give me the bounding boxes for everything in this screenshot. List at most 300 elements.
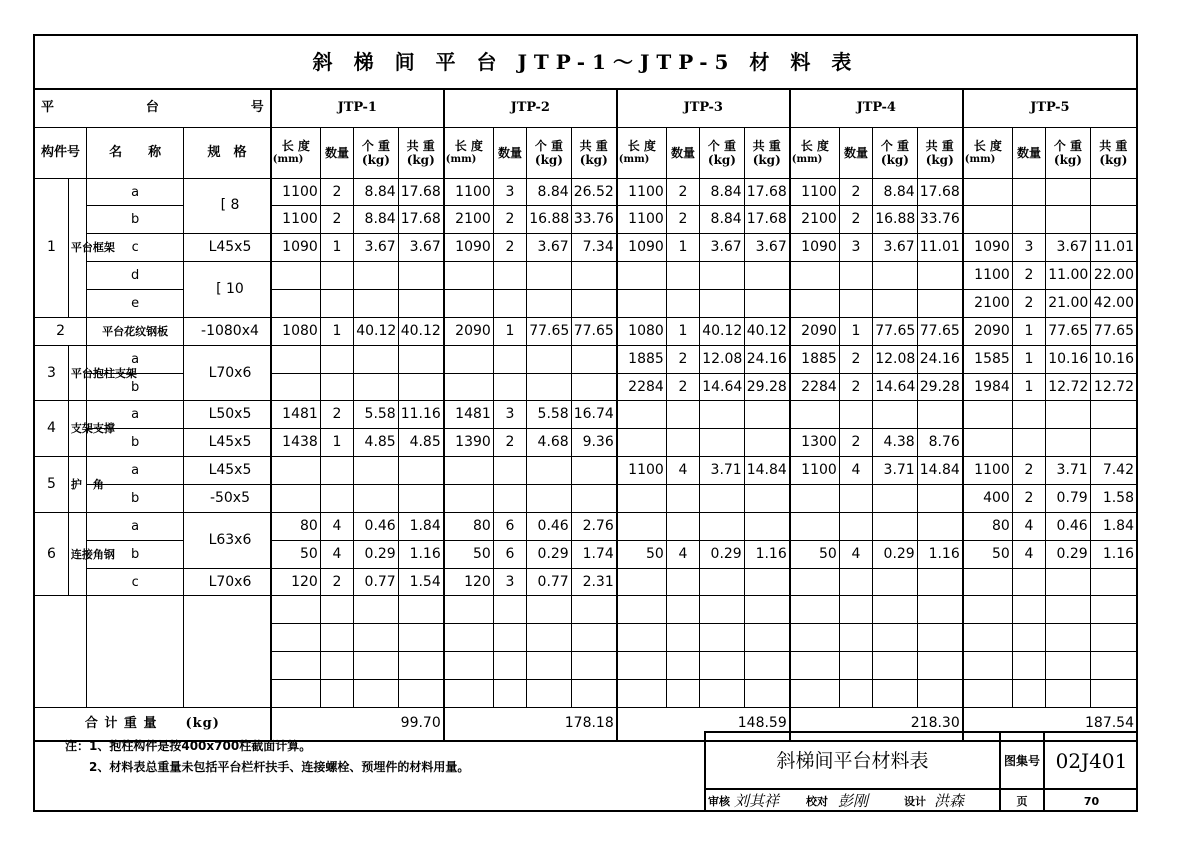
unit-weight-header-unit: (kg) [361, 152, 390, 167]
unit-weight-header [873, 128, 918, 178]
length-cell: 1100 [617, 457, 667, 485]
blank-spec-cell [184, 596, 271, 707]
unit-weight-cell: 11.00 [1046, 262, 1091, 290]
part-name: 平台抱柱支架 [68, 345, 86, 401]
blank-cell [700, 596, 745, 624]
length-cell [963, 206, 1013, 234]
unit-weight-cell: 3.71 [873, 457, 918, 485]
blank-cell [320, 652, 353, 680]
quantity-header: 数量 [493, 128, 526, 178]
quantity-cell: 1 [666, 317, 699, 345]
quantity-header: 数量 [839, 128, 872, 178]
total-weight-value: 187.54 [963, 707, 1136, 741]
length-cell: 1080 [271, 317, 321, 345]
quantity-cell [320, 345, 353, 373]
total-weight-header-unit: (kg) [406, 152, 435, 167]
length-cell: 1481 [444, 401, 494, 429]
length-cell [444, 373, 494, 401]
length-cell: 80 [271, 512, 321, 540]
total-weight-label: 合 计 重 量 [84, 716, 158, 732]
unit-weight-cell: 8.84 [354, 178, 399, 206]
quantity-cell: 2 [839, 178, 872, 206]
quantity-cell [839, 512, 872, 540]
length-cell: 2284 [790, 373, 840, 401]
length-header-unit: (mm) [964, 153, 996, 165]
blank-cell [873, 624, 918, 652]
length-cell: 1481 [271, 401, 321, 429]
length-header [963, 128, 1013, 178]
length-cell: 1100 [963, 457, 1013, 485]
length-cell: 80 [444, 512, 494, 540]
length-cell: 50 [963, 540, 1013, 568]
quantity-cell [1012, 568, 1045, 596]
unit-weight-cell [700, 429, 745, 457]
unit-weight-cell: 0.79 [1046, 485, 1091, 513]
blank-cell [790, 680, 840, 708]
length-cell [617, 512, 667, 540]
total-weight-cell: 40.12 [398, 317, 444, 345]
quantity-header: 数量 [666, 128, 699, 178]
total-weight-cell: 4.85 [398, 429, 444, 457]
length-cell [271, 485, 321, 513]
length-cell [617, 485, 667, 513]
blank-cell [666, 596, 699, 624]
total-weight-cell: 14.84 [917, 457, 963, 485]
unit-weight-cell [873, 262, 918, 290]
unit-weight-cell [527, 290, 572, 318]
length-cell: 50 [790, 540, 840, 568]
total-weight-cell: 8.76 [917, 429, 963, 457]
unit-weight-header [527, 128, 572, 178]
blank-cell [917, 652, 963, 680]
unit-weight-header-title: 个 重 [1053, 138, 1083, 153]
quantity-header: 数量 [1012, 128, 1045, 178]
blank-cell [963, 624, 1013, 652]
notes [65, 736, 469, 778]
sub-item-letter: b [87, 540, 184, 568]
drawing-title: 斜梯间平台材料表 [706, 733, 1000, 789]
unit-weight-cell: 40.12 [354, 317, 399, 345]
quantity-cell [839, 290, 872, 318]
length-cell: 120 [271, 568, 321, 596]
quantity-cell: 4 [666, 457, 699, 485]
blank-name-cell [87, 596, 184, 707]
quantity-cell: 1 [1012, 373, 1045, 401]
total-weight-cell: 1.16 [398, 540, 444, 568]
drawing-sheet [33, 34, 1138, 812]
length-cell: 1390 [444, 429, 494, 457]
part-name: 平台框架 [68, 178, 86, 317]
unit-weight-cell [354, 373, 399, 401]
quantity-cell [839, 262, 872, 290]
length-header [790, 128, 840, 178]
unit-weight-cell [527, 262, 572, 290]
quantity-cell: 2 [320, 568, 353, 596]
table-row [35, 596, 1136, 624]
blank-cell [320, 596, 353, 624]
platform-label-char: 号 [250, 100, 264, 116]
quantity-cell: 2 [1012, 457, 1045, 485]
table-row [35, 485, 1136, 513]
unit-weight-cell: 3.67 [354, 234, 399, 262]
total-weight-cell: 11.01 [917, 234, 963, 262]
quantity-cell [1012, 178, 1045, 206]
length-cell: 50 [617, 540, 667, 568]
quantity-cell: 2 [1012, 262, 1045, 290]
total-weight-cell: 1.16 [744, 540, 790, 568]
length-cell [617, 429, 667, 457]
total-weight-cell [917, 401, 963, 429]
blank-cell [571, 652, 617, 680]
total-weight-cell: 10.16 [1090, 345, 1136, 373]
total-weight-cell [571, 345, 617, 373]
name-header-char: 称 [148, 145, 162, 161]
total-weight-cell: 42.00 [1090, 290, 1136, 318]
total-weight-header-title: 共 重 [1099, 138, 1128, 153]
length-cell: 1100 [617, 178, 667, 206]
total-weight-header [744, 128, 790, 178]
length-cell: 2100 [444, 206, 494, 234]
total-weight-header [917, 128, 963, 178]
length-header-title: 长 度 [973, 138, 1002, 153]
total-weight-cell [744, 290, 790, 318]
unit-weight-cell: 0.29 [527, 540, 572, 568]
length-cell: 2100 [790, 206, 840, 234]
length-header-title: 长 度 [281, 138, 310, 153]
quantity-cell: 2 [493, 429, 526, 457]
blank-cell [354, 624, 399, 652]
spec-cell: -1080x4 [184, 317, 271, 345]
length-header-title: 长 度 [454, 138, 483, 153]
blank-cell [527, 652, 572, 680]
total-weight-cell: 3.67 [744, 234, 790, 262]
unit-weight-header-unit: (kg) [1053, 152, 1082, 167]
unit-weight-cell: 0.29 [873, 540, 918, 568]
quantity-cell [320, 373, 353, 401]
total-weight-cell: 11.01 [1090, 234, 1136, 262]
quantity-cell [839, 401, 872, 429]
total-weight-cell: 33.76 [917, 206, 963, 234]
review-label: 审核 [708, 795, 730, 808]
spec-cell: L45x5 [184, 234, 271, 262]
blank-cell [398, 680, 444, 708]
sub-item-letter: b [87, 429, 184, 457]
unit-weight-header-title: 个 重 [534, 138, 564, 153]
quantity-cell [839, 568, 872, 596]
length-cell [790, 485, 840, 513]
blank-cell [1012, 652, 1045, 680]
blank-cell [527, 624, 572, 652]
length-cell: 1090 [790, 234, 840, 262]
length-cell [444, 485, 494, 513]
blank-cell [1012, 624, 1045, 652]
part-number: 4 [35, 401, 68, 457]
unit-weight-cell [1046, 178, 1091, 206]
part-number: 5 [35, 457, 68, 513]
unit-weight-cell: 3.67 [700, 234, 745, 262]
unit-weight-cell [700, 568, 745, 596]
total-weight-cell: 24.16 [917, 345, 963, 373]
unit-weight-cell: 4.85 [354, 429, 399, 457]
unit-weight-cell [354, 262, 399, 290]
unit-weight-cell [527, 457, 572, 485]
length-cell [790, 401, 840, 429]
spec-cell: L50x5 [184, 401, 271, 429]
blank-cell [666, 680, 699, 708]
total-weight-header-unit: (kg) [752, 152, 781, 167]
length-cell: 80 [963, 512, 1013, 540]
unit-weight-cell: 3.67 [1046, 234, 1091, 262]
blank-cell [271, 596, 321, 624]
blank-cell [617, 596, 667, 624]
platform-header: JTP-1 [271, 88, 444, 128]
blank-cell [790, 596, 840, 624]
unit-weight-cell: 8.84 [354, 206, 399, 234]
quantity-cell [493, 373, 526, 401]
total-weight-cell [744, 512, 790, 540]
length-cell [617, 401, 667, 429]
blank-part-cell [35, 596, 87, 707]
unit-weight-cell: 0.29 [1046, 540, 1091, 568]
quantity-cell [1012, 401, 1045, 429]
length-header-unit: (mm) [791, 153, 823, 165]
spec-cell: L70x6 [184, 568, 271, 596]
quantity-cell: 2 [666, 345, 699, 373]
total-weight-cell [917, 568, 963, 596]
quantity-cell: 4 [839, 540, 872, 568]
length-cell: 1080 [617, 317, 667, 345]
total-weight-cell: 29.28 [744, 373, 790, 401]
unit-weight-cell: 8.84 [527, 178, 572, 206]
quantity-cell: 1 [320, 429, 353, 457]
sub-item-letter: d [87, 262, 184, 290]
blank-cell [744, 596, 790, 624]
total-weight-cell: 1.16 [917, 540, 963, 568]
quantity-cell: 3 [1012, 234, 1045, 262]
quantity-cell [320, 457, 353, 485]
total-weight-cell: 2.31 [571, 568, 617, 596]
unit-weight-cell [873, 290, 918, 318]
blank-cell [617, 624, 667, 652]
total-weight-header-unit: (kg) [925, 152, 954, 167]
unit-weight-cell: 0.77 [527, 568, 572, 596]
blank-cell [271, 680, 321, 708]
atlas-number: 02J401 [1044, 733, 1138, 789]
unit-weight-cell [527, 485, 572, 513]
spec-cell: L63x6 [184, 512, 271, 568]
table-row [35, 345, 1136, 373]
total-weight-cell: 24.16 [744, 345, 790, 373]
length-cell: 1885 [617, 345, 667, 373]
quantity-cell: 1 [320, 317, 353, 345]
name-header [87, 128, 184, 178]
sub-item-letter: a [87, 178, 184, 206]
note-2: 2、材料表总重量未包括平台栏杆扶手、连接螺栓、预埋件的材料用量。 [89, 760, 470, 774]
sub-item-letter: e [87, 290, 184, 318]
unit-weight-cell [700, 512, 745, 540]
quantity-cell [666, 290, 699, 318]
part-name: 护 角 [68, 457, 86, 513]
quantity-cell [666, 485, 699, 513]
unit-weight-cell: 0.46 [1046, 512, 1091, 540]
unit-weight-cell: 3.71 [1046, 457, 1091, 485]
quantity-cell: 4 [320, 540, 353, 568]
length-cell: 50 [444, 540, 494, 568]
length-cell [271, 457, 321, 485]
length-cell [271, 290, 321, 318]
spec-header [184, 128, 271, 178]
total-weight-cell: 40.12 [744, 317, 790, 345]
quantity-cell: 2 [839, 206, 872, 234]
table-row [35, 401, 1136, 429]
length-cell [963, 568, 1013, 596]
quantity-cell: 1 [839, 317, 872, 345]
blank-cell [571, 680, 617, 708]
blank-cell [493, 596, 526, 624]
unit-weight-cell: 12.72 [1046, 373, 1091, 401]
length-cell [963, 429, 1013, 457]
blank-cell [1046, 624, 1091, 652]
blank-cell [617, 680, 667, 708]
length-header-title: 长 度 [800, 138, 829, 153]
total-weight-cell: 17.68 [398, 206, 444, 234]
total-weight-cell: 29.28 [917, 373, 963, 401]
page-number: 70 [1044, 789, 1138, 812]
length-cell [790, 290, 840, 318]
table-row [35, 88, 1136, 128]
quantity-cell [493, 485, 526, 513]
quantity-cell [666, 429, 699, 457]
blank-cell [917, 680, 963, 708]
total-weight-cell: 12.72 [1090, 373, 1136, 401]
platform-header: JTP-3 [617, 88, 790, 128]
unit-weight-cell: 14.64 [700, 373, 745, 401]
total-weight-cell: 22.00 [1090, 262, 1136, 290]
unit-weight-header-title: 个 重 [361, 138, 391, 153]
total-weight-cell [571, 373, 617, 401]
blank-cell [700, 652, 745, 680]
unit-weight-cell: 3.67 [527, 234, 572, 262]
quantity-cell: 4 [320, 512, 353, 540]
quantity-cell [666, 401, 699, 429]
blank-cell [1012, 680, 1045, 708]
unit-weight-cell [1046, 568, 1091, 596]
unit-weight-header-unit: (kg) [707, 152, 736, 167]
part-number-header: 构件号 [35, 128, 87, 178]
length-cell: 1585 [963, 345, 1013, 373]
length-cell [444, 262, 494, 290]
unit-weight-cell: 0.46 [527, 512, 572, 540]
total-weight-cell: 77.65 [571, 317, 617, 345]
blank-cell [320, 680, 353, 708]
quantity-cell: 3 [493, 178, 526, 206]
quantity-cell [1012, 429, 1045, 457]
total-weight-cell: 16.74 [571, 401, 617, 429]
blank-cell [527, 596, 572, 624]
atlas-number-label: 图集号 [1000, 733, 1044, 789]
unit-weight-cell [700, 485, 745, 513]
quantity-cell: 4 [666, 540, 699, 568]
title-block [704, 731, 1138, 812]
unit-weight-cell [873, 401, 918, 429]
blank-cell [354, 680, 399, 708]
platform-label-char: 台 [145, 100, 159, 116]
total-weight-cell [398, 485, 444, 513]
blank-cell [873, 596, 918, 624]
total-weight-cell: 1.16 [1090, 540, 1136, 568]
unit-weight-cell: 21.00 [1046, 290, 1091, 318]
blank-cell [1012, 596, 1045, 624]
design-label: 设计 [904, 795, 926, 808]
length-cell: 1984 [963, 373, 1013, 401]
unit-weight-cell [354, 290, 399, 318]
blank-cell [839, 596, 872, 624]
total-weight-cell [398, 290, 444, 318]
unit-weight-cell: 12.08 [700, 345, 745, 373]
total-weight-cell [1090, 206, 1136, 234]
length-cell: 2090 [444, 317, 494, 345]
blank-cell [917, 624, 963, 652]
unit-weight-cell: 4.38 [873, 429, 918, 457]
length-cell [790, 512, 840, 540]
unit-weight-cell: 16.88 [527, 206, 572, 234]
part-name: 连接角钢 [68, 512, 86, 596]
length-cell [617, 262, 667, 290]
sub-item-letter: b [87, 485, 184, 513]
unit-weight-cell [354, 345, 399, 373]
blank-cell [1090, 624, 1136, 652]
quantity-cell: 1 [1012, 345, 1045, 373]
part-number: 2 [35, 317, 87, 345]
total-weight-cell [398, 345, 444, 373]
length-cell: 50 [271, 540, 321, 568]
unit-weight-cell: 77.65 [1046, 317, 1091, 345]
total-weight-cell: 3.67 [398, 234, 444, 262]
quantity-cell: 2 [839, 429, 872, 457]
platform-header: JTP-5 [963, 88, 1136, 128]
total-weight-cell [398, 262, 444, 290]
unit-weight-header-unit: (kg) [880, 152, 909, 167]
part-number: 3 [35, 345, 68, 401]
length-header [271, 128, 321, 178]
blank-cell [744, 680, 790, 708]
table-row [35, 512, 1136, 540]
unit-weight-cell: 5.58 [527, 401, 572, 429]
total-weight-cell: 77.65 [1090, 317, 1136, 345]
unit-weight-cell: 0.46 [354, 512, 399, 540]
sub-item-letter: a [87, 512, 184, 540]
total-weight-cell [571, 485, 617, 513]
blank-cell [444, 624, 494, 652]
total-weight-cell [571, 457, 617, 485]
blank-cell [493, 680, 526, 708]
length-header-unit: (mm) [618, 153, 650, 165]
quantity-cell: 1 [1012, 317, 1045, 345]
total-weight-cell: 1.84 [398, 512, 444, 540]
quantity-cell: 2 [1012, 290, 1045, 318]
table-title: 斜 梯 间 平 台 JTP-1～JTP-5 材 料 表 [35, 36, 1136, 90]
length-cell: 1090 [271, 234, 321, 262]
length-cell: 1300 [790, 429, 840, 457]
blank-cell [571, 624, 617, 652]
quantity-cell: 4 [1012, 512, 1045, 540]
total-weight-cell [1090, 178, 1136, 206]
quantity-cell [493, 262, 526, 290]
quantity-cell: 4 [839, 457, 872, 485]
length-cell [271, 262, 321, 290]
platform-label-cell [35, 88, 271, 128]
spec-header-char: 格 [233, 145, 247, 161]
